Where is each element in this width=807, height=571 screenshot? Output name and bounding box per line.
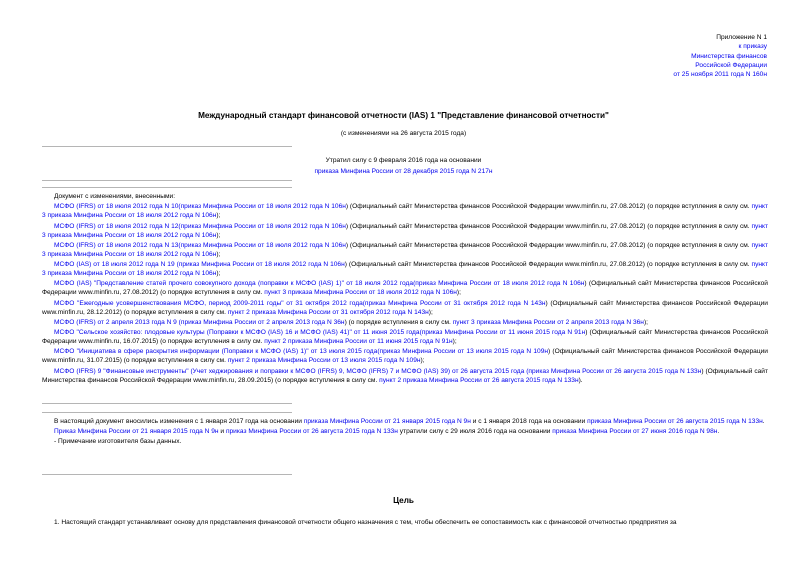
change-link[interactable]: пункт 2 приказа Минфина России от 13 июля 2015 года N 109н <box>227 357 421 365</box>
change-link[interactable]: (приказ Минфина России от 18 июля 2012 года N 106н <box>178 222 346 230</box>
notes-block <box>42 417 768 448</box>
change-link[interactable]: (приказ Минфина России от 11 июня 2015 года N 91н <box>419 329 586 337</box>
change-link[interactable]: пункт 3 приказа Минфина России от 2 апреля 2013 года N 36н <box>452 318 644 326</box>
divider <box>42 474 292 475</box>
change-link[interactable]: (приказ Минфина России от 31 октября 2012 года N 143н <box>362 299 546 307</box>
note-paragraph: Приказ Минфина России от 21 января 2015 года N 9н и приказ Минфина России от 26 августа 2015 года N 133н утратили силу с 29 июля 2016 года на основании приказа Минфина России от 27 июня 2016 года N 98н. <box>54 428 720 436</box>
change-link[interactable]: МСФО (IAS) от 18 июля 2012 года N 19 <box>54 261 175 269</box>
appendix-link[interactable]: Российской Федерации <box>695 61 767 69</box>
change-link[interactable]: (приказ Минфина России от 18 июля 2012 года N 106н <box>178 203 346 211</box>
change-item: МСФО (IFRS) 9 "Финансовые инструменты" (Учет хеджирования и поправки к МСФО (IFRS) 9, МСФО (IFRS) 7 и МСФО (IAS) 39) от 26 августа 2015 года (приказ Минфина России от 26 августа 2015 года N 133н) (Официальный сайт Министерства финансов Российской Федерации www.minfin.ru, 28.09.2015) (о порядке вступления в силу см. пункт 2 приказа Минфина России от 26 августа 2015 года N 133н). <box>42 367 768 384</box>
change-item: МСФО (IAS) от 18 июля 2012 года N 19 (приказ Минфина России от 18 июля 2012 года N 106н) (Официальный сайт Министерства финансов Российской Федерации www.minfin.ru, 27.08.2012) (о порядке вступления в силу см. пункт 3 приказа Минфина России от 18 июля 2012 года N 106н); <box>42 261 768 278</box>
change-item: МСФО "Инициатива в сфере раскрытия информации (Поправки к МСФО (IAS) 1)" от 13 июля 2015 года(приказ Минфина России от 13 июля 2015 года N 109н) (Официальный сайт Министерства финансов Российской Федерации www.minfin.ru, 31.07.2015) (о порядке вступления в силу см. пункт 2 приказа Минфина России от 13 июля 2015 года N 109н); <box>42 348 768 365</box>
changes-heading: Документ с изменениями, внесенными: <box>54 193 176 200</box>
changes-block <box>42 192 768 386</box>
change-item: МСФО (IAS) "Представление статей прочего совокупного дохода (поправки к МСФО (IAS) 1)" от 18 июля 2012 года(приказ Минфина России от 18 июля 2012 года N 106н) (Официальный сайт Министерства финансов Российской Федерации www.minfin.ru, 27.08.2012) (о порядке вступления в силу см. пункт 3 приказа Минфина России от 18 июля 2012 года N 106н); <box>42 280 768 297</box>
change-link[interactable]: МСФО (IFRS) от 18 июля 2012 года N 12 <box>54 222 179 230</box>
change-link[interactable]: (приказ Минфина России от 2 апреля 2013 года N 36н <box>176 318 345 326</box>
divider <box>42 180 292 181</box>
expired-link[interactable]: приказа Минфина России от 28 декабря 2015 года N 217н <box>314 168 493 175</box>
note-link[interactable]: приказа Минфина России от 27 июня 2016 года N 98н <box>552 428 718 436</box>
appendix-link[interactable]: к приказу <box>738 43 767 51</box>
change-link[interactable]: МСФО "Сельское хозяйство: плодовые культуры (Поправки к МСФО (IAS) 16 и МСФО (IAS) 41)" от 11 июня 2015 года <box>54 329 420 337</box>
change-link[interactable]: МСФО (IFRS) от 18 июля 2012 года N 13 <box>54 241 179 249</box>
change-link[interactable]: (приказ Минфина России от 26 августа 2015 года N 133н <box>524 367 702 375</box>
change-link[interactable]: пункт 3 приказа Минфина России от 18 июля 2012 года N 106н <box>42 241 768 258</box>
change-item: МСФО "Сельское хозяйство: плодовые культуры (Поправки к МСФО (IAS) 16 и МСФО (IAS) 41)" от 11 июня 2015 года(приказ Минфина России от 11 июня 2015 года N 91н) (Официальный сайт Министерства финансов Российской Федерации www.minfin.ru, 16.07.2015) (о порядке вступления в силу см. пункт 2 приказа Минфина России от 11 июня 2015 года N 91н); <box>42 329 769 346</box>
change-link[interactable]: (приказ Минфина России от 13 июля 2015 года N 109н <box>377 348 549 356</box>
change-link[interactable]: пункт 2 приказа Минфина России от 11 июня 2015 года N 91н <box>264 338 453 346</box>
change-item: МСФО (IFRS) от 18 июля 2012 года N 12(приказ Минфина России от 18 июля 2012 года N 106н) (Официальный сайт Министерства финансов Российской Федерации www.minfin.ru, 27.08.2012) (о порядке вступления в силу см. пункт 3 приказа Минфина России от 18 июля 2012 года N 106н); <box>42 222 768 239</box>
change-link[interactable]: пункт 3 приказа Минфина России от 18 июля 2012 года N 106н <box>42 203 768 220</box>
section-paragraph: 1. Настоящий стандарт устанавливает основу для представления финансовой отчетности общего назначения с тем, чтобы обеспечить ее сопоставимость как с финансовой отчетностью предприятия за <box>54 519 677 526</box>
change-item: МСФО "Ежегодные усовершенствования МСФО, период 2009-2011 годы" от 31 октября 2012 года(приказ Минфина России от 31 октября 2012 года N 143н) (Официальный сайт Министерства финансов Российской Федерации www.minfin.ru, 28.12.2012) (о порядке вступления в силу см. пункт 2 приказа Минфина России от 31 октября 2012 года N 143н); <box>42 299 768 316</box>
change-item: МСФО (IFRS) от 2 апреля 2013 года N 9 (приказ Минфина России от 2 апреля 2013 года N 36н) (о порядке вступления в силу см. пункт 3 приказа Минфина России от 2 апреля 2013 года N 36н); <box>54 318 648 326</box>
change-link[interactable]: (приказ Минфина России от 18 июля 2012 года N 106н <box>413 280 585 288</box>
change-link[interactable]: (приказ Минфина России от 18 июля 2012 года N 106н <box>178 241 346 249</box>
note-link[interactable]: приказа Минфина России от 26 августа 2015 года N 133н <box>587 418 763 425</box>
change-link[interactable]: МСФО "Инициатива в сфере раскрытия информации (Поправки к МСФО (IAS) 1)" от 13 июля 2015 года <box>54 348 378 356</box>
note-paragraph: - Примечание изготовителя базы данных. <box>54 438 182 446</box>
divider <box>42 146 292 147</box>
expired-text: Утратил силу с 9 февраля 2016 года на основании <box>325 157 482 164</box>
appendix-link[interactable]: Министерства финансов <box>691 52 767 60</box>
change-link[interactable]: пункт 2 приказа Минфина России от 26 августа 2015 года N 133н <box>379 376 579 384</box>
appendix-link[interactable]: от 25 ноября 2011 года N 160н <box>673 71 767 79</box>
note-link[interactable]: приказа Минфина России от 21 января 2015 года N 9н <box>303 418 471 425</box>
change-link[interactable]: МСФО (IFRS) от 2 апреля 2013 года N 9 <box>54 318 177 326</box>
note-link[interactable]: приказ Минфина России от 26 августа 2015 года N 133н <box>225 428 398 436</box>
change-link[interactable]: пункт 3 приказа Минфина России от 18 июля 2012 года N 106н <box>264 289 457 297</box>
divider <box>42 187 292 188</box>
change-link[interactable]: пункт 2 приказа Минфина России от 31 октября 2012 года N 143н <box>227 308 429 316</box>
change-link[interactable]: МСФО (IFRS) от 18 июля 2012 года N 10 <box>54 203 179 211</box>
divider <box>42 412 292 413</box>
change-item: МСФО (IFRS) от 18 июля 2012 года N 13(приказ Минфина России от 18 июля 2012 года N 106н) (Официальный сайт Министерства финансов Российской Федерации www.minfin.ru, 27.08.2012) (о порядке вступления в силу см. пункт 3 приказа Минфина России от 18 июля 2012 года N 106н); <box>42 241 768 258</box>
section-body <box>42 518 768 528</box>
change-link[interactable]: пункт 3 приказа Минфина России от 18 июля 2012 года N 106н <box>42 222 768 239</box>
change-link[interactable]: пункт 3 приказа Минфина России от 18 июля 2012 года N 106н <box>42 261 768 278</box>
section-title: Цель <box>393 496 414 505</box>
change-item: МСФО (IFRS) от 18 июля 2012 года N 10(приказ Минфина России от 18 июля 2012 года N 106н) (Официальный сайт Министерства финансов Российской Федерации www.minfin.ru, 27.08.2012) (о порядке вступления в силу см. пункт 3 приказа Минфина России от 18 июля 2012 года N 106н); <box>42 203 768 220</box>
note-paragraph: В настоящий документ вносились изменения с 1 января 2017 года на основании приказа Минфина России от 21 января 2015 года N 9н и с 1 января 2018 года на основании приказа Минфина России от 26 августа 2015 года N 133н. <box>54 418 765 425</box>
document-title: Международный стандарт финансовой отчетности (IAS) 1 "Представление финансовой отчетности" <box>198 111 609 120</box>
change-link[interactable]: (приказ Минфина России от 18 июля 2012 года N 106н <box>174 261 345 269</box>
appendix-line: Приложение N 1 <box>716 34 767 41</box>
document-subtitle: (с изменениями на 26 августа 2015 года) <box>340 130 467 137</box>
note-link[interactable]: Приказ Минфина России от 21 января 2015 года N 9н <box>54 428 219 436</box>
change-link[interactable]: МСФО (IAS) "Представление статей прочего совокупного дохода (поправки к МСФО (IAS) 1)" от 18 июля 2012 года <box>54 280 414 288</box>
change-link[interactable]: МСФО "Ежегодные усовершенствования МСФО, период 2009-2011 годы" от 31 октября 2012 года <box>54 299 363 307</box>
change-link[interactable]: МСФО (IFRS) 9 "Финансовые инструменты" (Учет хеджирования и поправки к МСФО (IFRS) 9, МСФО (IFRS) 7 и МСФО (IAS) 39) от 26 августа 2015 года <box>54 367 525 375</box>
appendix-block <box>673 33 767 79</box>
divider <box>42 403 292 404</box>
